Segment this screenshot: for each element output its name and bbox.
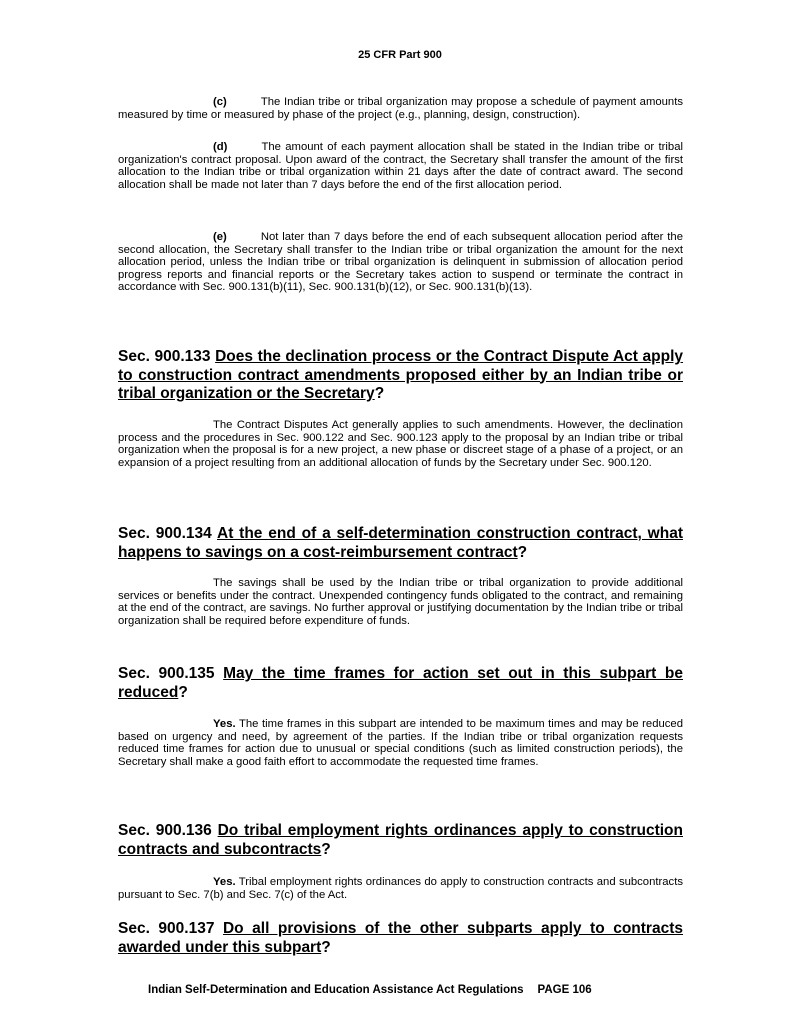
section-body: The time frames in this subpart are intended to be maximum times and may be reduced based on urgency and need, by agreement of the parties. If the Indian tribe or tribal organization requests reduced time frames for action due to unusual or special conditions (such as limited construction periods), the Secretary shall make a good faith effort to accommodate the requested time frames. (118, 718, 683, 768)
section-number: Sec. 900.133 (118, 348, 211, 365)
paragraph-text: The amount of each payment allocation shall be stated in the Indian tribe or tribal organization's contract proposal. Upon award of the contract, the Secretary shall transfer the amount of the first allocation to the Indian tribe or tribal organization within 21 days after the date of contract award. The second allocation shall be made not later than 7 days before the end of the first allocation period. (118, 141, 683, 191)
section-body: Tribal employment rights ordinances do apply to construction contracts and subcontracts pursuant to Sec. 7(b) and Sec. 7(c) of the Act. (118, 876, 683, 901)
paragraph-label: (e) (213, 231, 227, 243)
section-900-133-heading (118, 348, 683, 404)
paragraph-c (118, 96, 683, 121)
section-question: Does the declination process or the Contract Dispute Act apply to construction contract amendments proposed either by an Indian tribe or tribal organization or the Secretary (118, 348, 683, 402)
paragraph-e (118, 231, 683, 294)
section-question: Do all provisions of the other subparts apply to contracts awarded under this subpart (118, 920, 683, 956)
paragraph-label: (c) (213, 96, 227, 108)
section-900-135-body (118, 718, 683, 768)
section-900-134-heading (118, 525, 683, 562)
section-body: The savings shall be used by the Indian tribe or tribal organization to provide additional services or benefits under the contract. Unexpended contingency funds obligated to the contract, and remaining at the end of the contract, are savings. No further approval or justifying documentation by the Indian tribe or tribal organization shall be required before expenditure of funds. (118, 577, 683, 627)
section-number: Sec. 900.137 (118, 920, 215, 937)
page-header: 25 CFR Part 900 (358, 49, 442, 61)
question-mark: ? (321, 938, 331, 956)
paragraph-text: Not later than 7 days before the end of each subsequent allocation period after the second allocation, the Secretary shall transfer to the Indian tribe or tribal organization the amount for the next allocation period, unless the Indian tribe or tribal organization is delinquent in submission of allocation period progress reports and financial reports or the Secretary takes action to suspend or terminate the contract in accordance with Sec. 900.131(b)(11), Sec. 900.131(b)(12), or Sec. 900.131(b)(13). (118, 231, 683, 293)
paragraph-d (118, 141, 683, 191)
page-footer (148, 984, 592, 996)
question-mark: ? (178, 683, 188, 701)
section-question: Do tribal employment rights ordinances apply to construction contracts and subcontracts (118, 822, 683, 858)
question-mark: ? (321, 840, 331, 858)
section-900-137-heading (118, 920, 683, 957)
question-mark: ? (517, 543, 528, 561)
footer-title: Indian Self-Determination and Education Assistance Act Regulations (148, 984, 524, 996)
paragraph-text: The Indian tribe or tribal organization may propose a schedule of payment amounts measured by time or measured by phase of the project (e.g., planning, design, construction). (118, 96, 683, 121)
section-900-136-body (118, 876, 683, 901)
page-number: PAGE 106 (537, 984, 592, 996)
question-mark: ? (374, 385, 385, 402)
section-number: Sec. 900.135 (118, 665, 215, 682)
section-number: Sec. 900.134 (118, 525, 212, 542)
section-900-134-body (118, 577, 683, 627)
paragraph-label: (d) (213, 141, 228, 153)
section-lead: Yes. (213, 876, 236, 888)
section-body: The Contract Disputes Act generally applies to such amendments. However, the declination process and the procedures in Sec. 900.122 and Sec. 900.123 apply to the proposal by an Indian tribe or tribal organization when the proposal is for a new project, a new phase or discreet stage of a phase of a project, or an expansion of a project resulting from an additional allocation of funds by the Secretary under Sec. 900.120. (118, 419, 683, 469)
section-question: At the end of a self-determination construction contract, what happens to savings on a cost-reimbursement contract (118, 525, 683, 561)
section-question: May the time frames for action set out in this subpart be reduced (118, 665, 683, 701)
section-900-135-heading (118, 665, 683, 702)
section-number: Sec. 900.136 (118, 822, 212, 839)
section-900-136-heading (118, 822, 683, 859)
section-900-133-body (118, 419, 683, 469)
section-lead: Yes. (213, 718, 236, 730)
